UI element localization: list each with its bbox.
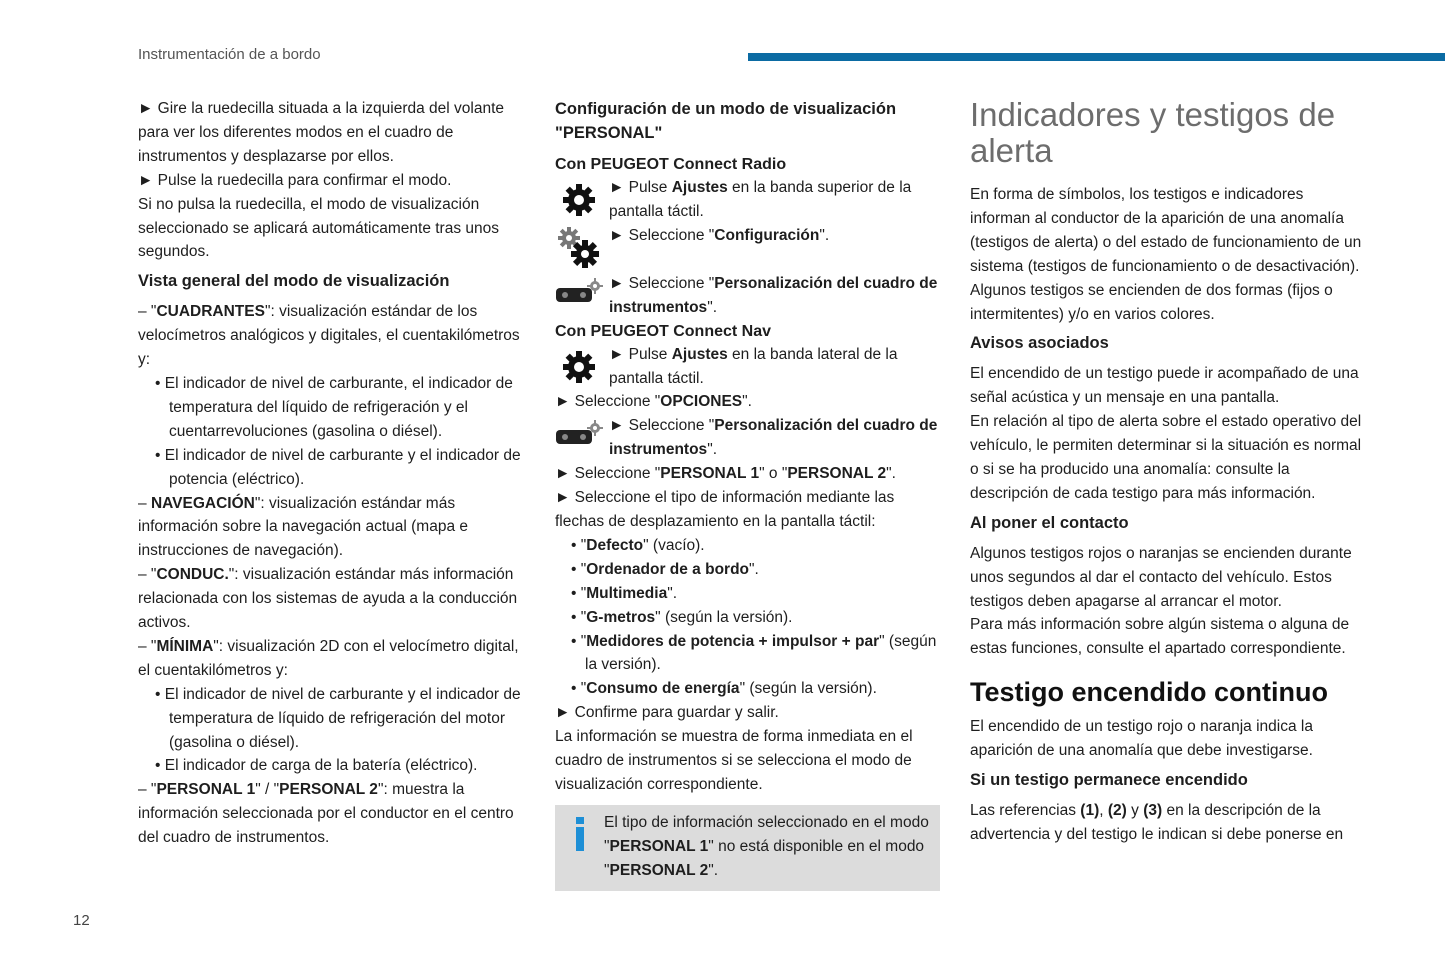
section-heading-personal: Configuración de un modo de visualización "PERSONAL": [555, 100, 897, 142]
mode-minima: – "MÍNIMA": visualización 2D con el velocímetro digital, el cuentakilómetros y:: [138, 637, 519, 679]
list-item: • "Consumo de energía" (según la versión).: [571, 680, 877, 698]
list-item: • El indicador de nivel de carburante y el indicador de temperatura de líquido de refrigeración del motor (gasolina o diésel).: [155, 685, 521, 751]
gear-icon: [555, 176, 603, 224]
list-item: • El indicador de carga de la batería (eléctrico).: [155, 757, 478, 775]
column-middle: [555, 97, 940, 891]
intro-paragraph: En forma de símbolos, los testigos e indicadores informan al conductor de la aparición de una anomalía (testigos de alerta) o del estado de funcionamiento de un sistema (testigos de funcionamiento o de desactivación). Algunos testigos se encienden de dos formas (fijos o intermitentes) y/o en varios colores.: [970, 186, 1362, 323]
column-right: [970, 97, 1365, 847]
step-select-info-type: ► Seleccione el tipo de información mediante las flechas de desplazamiento en la pantalla táctil:: [555, 489, 895, 530]
heading-testigo-continuo: Testigo encendido continuo: [970, 677, 1328, 708]
mode-personal: – "PERSONAL 1" / "PERSONAL 2": muestra la información seleccionada por el conductor en el centro del cuadro de instrumentos.: [138, 781, 514, 847]
mode-cuadrantes: – "CUADRANTES": visualización estándar de los velocímetros analógicos y digitales, el cuentakilómetros y:: [138, 303, 520, 369]
list-item: • "Defecto" (vacío).: [571, 536, 705, 554]
column-left: [138, 97, 528, 850]
gear-icon: [555, 343, 603, 391]
contacto-paragraph-2: Para más información sobre algún sistema o alguna de estas funciones, consulte el apartado correspondiente.: [970, 616, 1350, 658]
section-heading-overview: Vista general del modo de visualización: [138, 272, 450, 291]
contacto-paragraph-1: Algunos testigos rojos o naranjas se encienden durante unos segundos al dar el contacto del vehículo. Estos testigos deben apagarse al arrancar el motor.: [970, 544, 1352, 610]
instruction-rotate: ► Gire la ruedecilla situada a la izquierda del volante para ver los diferentes modos en el cuadro de instrumentos y desplazarse por ellos.: [138, 100, 505, 165]
list-item: • "Medidores de potencia + impulsor + par" (según la versión).: [571, 632, 937, 674]
list-item: • "Multimedia".: [571, 584, 678, 602]
gears-icon: [555, 224, 603, 272]
mode-navegacion: – NAVEGACIÓN": visualización estándar más información sobre la navegación actual (mapa e instrucciones de navegación).: [138, 494, 468, 560]
instrument-cluster-icon: [555, 416, 603, 464]
subheading-avisos: Avisos asociados: [970, 334, 1109, 353]
step-select-personal: ► Seleccione "PERSONAL 1" o "PERSONAL 2".: [555, 465, 896, 483]
mode-conduc: – "CONDUC.": visualización estándar más información relacionada con los sistemas de ayuda a la conducción activos.: [138, 566, 518, 632]
subheading-nav: Con PEUGEOT Connect Nav: [555, 322, 772, 340]
page-number: 12: [73, 912, 90, 929]
list-item: • "G-metros" (según la versión).: [571, 608, 793, 626]
info-note-box: El tipo de información seleccionado en el modo "PERSONAL 1" no está disponible en el modo "PERSONAL 2".: [555, 805, 940, 891]
subheading-contacto: Al poner el contacto: [970, 513, 1129, 532]
info-text: La información se muestra de forma inmediata en el cuadro de instrumentos si se selecciona el modo de visualización correspondiente.: [555, 728, 913, 793]
list-item: • "Ordenador de a bordo".: [571, 560, 759, 578]
header-accent-bar: [748, 53, 1445, 61]
step-confirm: ► Confirme para guardar y salir.: [555, 704, 779, 722]
list-item: • El indicador de nivel de carburante, el indicador de temperatura del líquido de refrigeración y el cuentarrevoluciones (gasolina o diésel).: [155, 374, 513, 440]
referencias-paragraph: Las referencias (1), (2) y (3) en la descripción de la advertencia y del testigo le indican si debe ponerse en: [970, 801, 1344, 843]
running-header: Instrumentación de a bordo: [138, 46, 321, 63]
step-radio-config: ► Seleccione "Configuración".: [555, 224, 940, 272]
subheading-permanece: Si un testigo permanece encendido: [970, 771, 1248, 790]
step-nav-cluster: ► Seleccione "Personalización del cuadro de instrumentos".: [555, 414, 940, 462]
step-nav-options: ► Seleccione "OPCIONES".: [555, 393, 752, 411]
list-item: • El indicador de nivel de carburante y el indicador de potencia (eléctrico).: [155, 446, 521, 488]
auto-apply-note: Si no pulsa la ruedecilla, el modo de visualización seleccionado se aplicará automáticamente tras unos segundos.: [138, 195, 500, 261]
step-radio-cluster: ► Seleccione "Personalización del cuadro de instrumentos".: [555, 272, 940, 320]
avisos-paragraph-2: En relación al tipo de alerta sobre el estado operativo del vehículo, le permiten determinar si la situación es normal o si se ha producido una anomalía: consulte la descripción de cada testigo para más información.: [970, 413, 1362, 502]
info-icon: [573, 817, 587, 851]
step-nav-settings: ► Pulse Ajustes en la banda lateral de la pantalla táctil.: [555, 343, 940, 391]
subheading-radio: Con PEUGEOT Connect Radio: [555, 156, 787, 173]
avisos-paragraph-1: El encendido de un testigo puede ir acompañado de una señal acústica y un mensaje en una pantalla.: [970, 365, 1359, 407]
continuo-paragraph: El encendido de un testigo rojo o naranja indica la aparición de una anomalía que debe investigarse.: [970, 718, 1313, 760]
page-title: Indicadores y testigos de alerta: [970, 96, 1336, 169]
step-radio-settings: ► Pulse Ajustes en la banda superior de la pantalla táctil.: [555, 176, 940, 224]
instrument-cluster-icon: [555, 274, 603, 322]
instruction-press: ► Pulse la ruedecilla para confirmar el modo.: [138, 171, 452, 189]
